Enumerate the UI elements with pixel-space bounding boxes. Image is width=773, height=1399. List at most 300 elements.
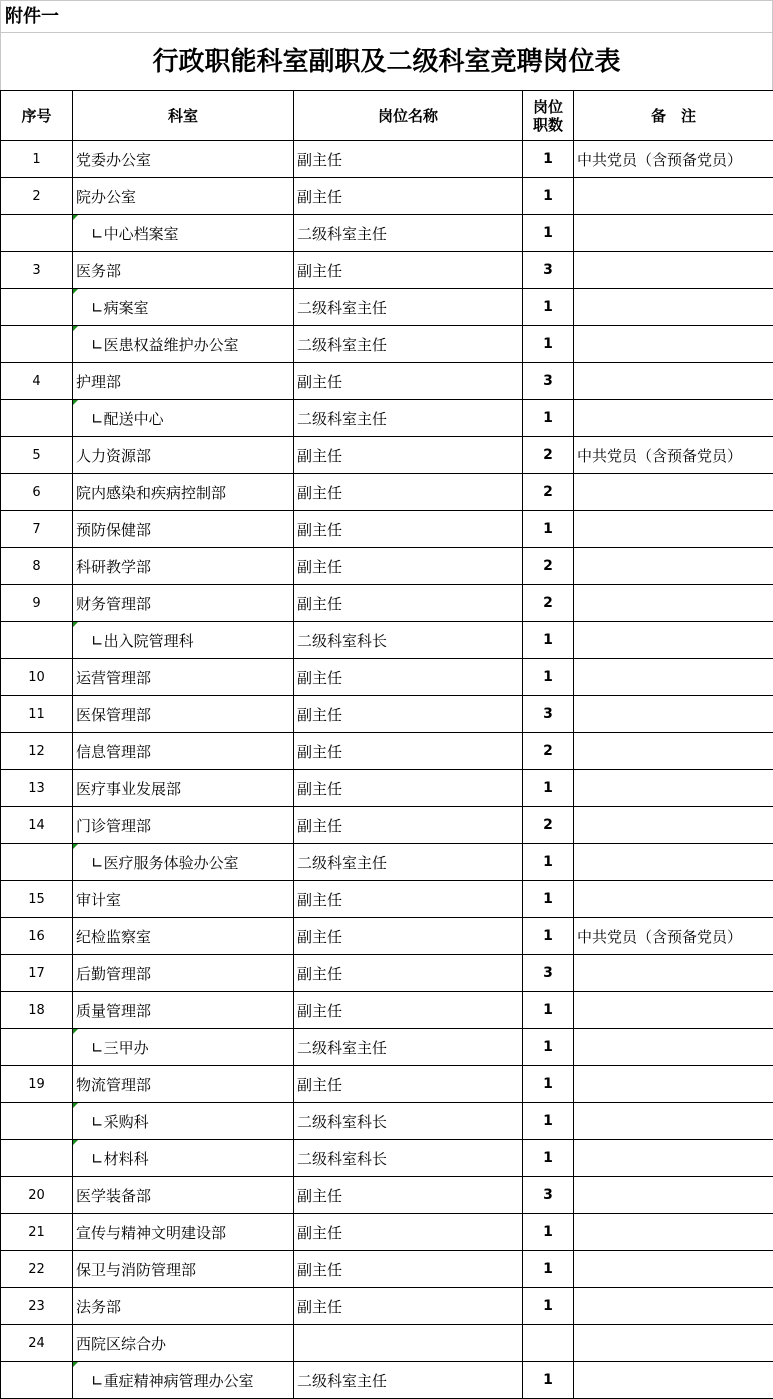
count-cell-text: 1	[543, 336, 553, 352]
count-cell-text: 1	[543, 1039, 553, 1055]
row-number	[1, 1325, 73, 1362]
count-cell-text: 1	[543, 1113, 553, 1129]
note-cell	[574, 1251, 773, 1288]
row-number	[1, 1214, 73, 1251]
dept-cell	[73, 548, 294, 585]
position-cell	[294, 178, 523, 215]
position-cell	[294, 918, 523, 955]
dept-cell	[73, 770, 294, 807]
count-cell-text: 1	[543, 151, 553, 167]
position-cell	[294, 770, 523, 807]
table-row	[1, 1288, 773, 1325]
note-cell	[574, 1288, 773, 1325]
count-cell	[523, 548, 574, 585]
table-row	[1, 474, 773, 511]
table-header-row	[1, 91, 773, 141]
dept-cell-text: 护理部	[76, 373, 121, 391]
row-number-text: 20	[28, 1188, 45, 1203]
dept-cell-text: 后勤管理部	[76, 965, 151, 983]
position-cell-text: 副主任	[297, 262, 342, 280]
position-cell	[294, 548, 523, 585]
note-cell	[574, 1214, 773, 1251]
dept-cell-text: 医保管理部	[76, 706, 151, 724]
table-row	[1, 992, 773, 1029]
header-dept: 科室	[73, 91, 294, 141]
position-cell-text: 二级科室主任	[297, 225, 387, 243]
count-cell-text: 3	[543, 965, 553, 981]
position-cell-text: 二级科室主任	[297, 1039, 387, 1057]
position-cell	[294, 733, 523, 770]
position-cell-text: 二级科室主任	[297, 410, 387, 428]
position-cell	[294, 881, 523, 918]
dept-cell	[73, 437, 294, 474]
row-number	[1, 1251, 73, 1288]
row-number	[1, 1140, 73, 1177]
row-number-text: 21	[28, 1225, 45, 1240]
count-cell	[523, 844, 574, 881]
cell-indicator-icon	[73, 844, 78, 849]
dept-cell-text: ∟三甲办	[91, 1039, 149, 1057]
count-cell	[523, 1251, 574, 1288]
dept-cell-text: 预防保健部	[76, 521, 151, 539]
dept-cell	[73, 1103, 294, 1140]
count-cell-text: 2	[543, 595, 553, 611]
note-cell	[574, 1029, 773, 1066]
dept-cell-text: 门诊管理部	[76, 817, 151, 835]
position-cell-text: 副主任	[297, 558, 342, 576]
position-cell-text: 副主任	[297, 669, 342, 687]
table-row	[1, 955, 773, 992]
row-number-text: 11	[28, 707, 45, 722]
position-cell	[294, 1029, 523, 1066]
position-cell	[294, 807, 523, 844]
count-cell	[523, 622, 574, 659]
dept-cell-text: 党委办公室	[76, 151, 151, 169]
table-row	[1, 437, 773, 474]
table-row	[1, 1362, 773, 1399]
table-row	[1, 696, 773, 733]
row-number-text: 10	[28, 670, 45, 685]
count-cell-text: 2	[543, 447, 553, 463]
row-number-text: 7	[32, 522, 40, 537]
position-cell-text: 副主任	[297, 521, 342, 539]
dept-cell-text: 医疗事业发展部	[76, 780, 181, 798]
position-cell	[294, 252, 523, 289]
row-number	[1, 918, 73, 955]
position-cell-text: 二级科室科长	[297, 1113, 387, 1131]
dept-cell	[73, 1362, 294, 1399]
note-cell	[574, 955, 773, 992]
header-count-line2: 职数	[533, 116, 563, 134]
position-cell	[294, 326, 523, 363]
dept-cell	[73, 178, 294, 215]
count-cell	[523, 1325, 574, 1362]
dept-cell	[73, 1066, 294, 1103]
row-number-text: 1	[32, 152, 40, 167]
position-cell-text: 副主任	[297, 965, 342, 983]
count-cell	[523, 400, 574, 437]
count-cell	[523, 659, 574, 696]
positions-table	[0, 90, 773, 1399]
table-row	[1, 548, 773, 585]
count-cell	[523, 289, 574, 326]
note-cell	[574, 141, 773, 178]
dept-cell-text: 财务管理部	[76, 595, 151, 613]
row-number	[1, 326, 73, 363]
dept-cell-text: 审计室	[76, 891, 121, 909]
dept-cell	[73, 1029, 294, 1066]
dept-cell-text: 保卫与消防管理部	[76, 1261, 196, 1279]
dept-cell	[73, 141, 294, 178]
position-cell	[294, 400, 523, 437]
count-cell	[523, 1140, 574, 1177]
count-cell	[523, 437, 574, 474]
position-cell-text: 副主任	[297, 484, 342, 502]
count-cell-text: 1	[543, 410, 553, 426]
position-cell	[294, 474, 523, 511]
position-cell-text: 副主任	[297, 891, 342, 909]
position-cell-text: 副主任	[297, 743, 342, 761]
count-cell	[523, 215, 574, 252]
table-row	[1, 1029, 773, 1066]
table-row	[1, 1066, 773, 1103]
count-cell-text: 1	[543, 188, 553, 204]
count-cell-text: 1	[543, 928, 553, 944]
dept-cell-text: 宣传与精神文明建设部	[76, 1224, 226, 1242]
dept-cell	[73, 289, 294, 326]
dept-cell-text: 院内感染和疾病控制部	[76, 484, 226, 502]
position-cell	[294, 844, 523, 881]
dept-cell-text: 医务部	[76, 262, 121, 280]
count-cell	[523, 696, 574, 733]
dept-cell-text: ∟医患权益维护办公室	[91, 336, 239, 354]
row-number	[1, 659, 73, 696]
dept-cell	[73, 807, 294, 844]
table-row	[1, 252, 773, 289]
row-number-text: 15	[28, 892, 45, 907]
dept-cell	[73, 1140, 294, 1177]
count-cell	[523, 585, 574, 622]
row-number	[1, 437, 73, 474]
note-cell	[574, 807, 773, 844]
table-row	[1, 733, 773, 770]
dept-cell	[73, 1214, 294, 1251]
dept-cell-text: 西院区综合办	[76, 1335, 166, 1353]
table-row	[1, 844, 773, 881]
row-number	[1, 807, 73, 844]
position-cell-text: 副主任	[297, 188, 342, 206]
table-row	[1, 141, 773, 178]
cell-indicator-icon	[73, 289, 78, 294]
note-cell	[574, 215, 773, 252]
dept-cell	[73, 215, 294, 252]
count-cell	[523, 955, 574, 992]
dept-cell-text: 医学装备部	[76, 1187, 151, 1205]
dept-cell	[73, 1251, 294, 1288]
position-cell-text: 副主任	[297, 595, 342, 613]
dept-cell	[73, 733, 294, 770]
cell-indicator-icon	[73, 622, 78, 627]
count-cell-text: 1	[543, 1261, 553, 1277]
note-cell	[574, 1103, 773, 1140]
note-cell	[574, 1140, 773, 1177]
row-number	[1, 141, 73, 178]
position-cell-text: 二级科室主任	[297, 299, 387, 317]
count-cell	[523, 918, 574, 955]
note-cell	[574, 1325, 773, 1362]
header-count	[523, 91, 574, 141]
table-row	[1, 178, 773, 215]
note-cell	[574, 511, 773, 548]
note-cell	[574, 881, 773, 918]
table-row	[1, 326, 773, 363]
dept-cell	[73, 511, 294, 548]
count-cell-text: 1	[543, 854, 553, 870]
note-cell	[574, 178, 773, 215]
count-cell	[523, 1066, 574, 1103]
row-number-text: 9	[32, 596, 40, 611]
note-cell	[574, 548, 773, 585]
row-number-text: 12	[28, 744, 45, 759]
dept-cell-text: ∟出入院管理科	[91, 632, 194, 650]
dept-cell	[73, 955, 294, 992]
count-cell	[523, 1177, 574, 1214]
row-number	[1, 548, 73, 585]
position-cell	[294, 215, 523, 252]
row-number-text: 18	[28, 1003, 45, 1018]
count-cell-text: 1	[543, 780, 553, 796]
row-number-text: 3	[32, 263, 40, 278]
count-cell-text: 1	[543, 1076, 553, 1092]
row-number	[1, 400, 73, 437]
position-cell-text: 二级科室主任	[297, 1372, 387, 1390]
position-cell	[294, 1214, 523, 1251]
position-cell	[294, 289, 523, 326]
position-cell-text: 副主任	[297, 1298, 342, 1316]
count-cell-text: 1	[543, 1002, 553, 1018]
row-number	[1, 696, 73, 733]
count-cell	[523, 511, 574, 548]
dept-cell	[73, 622, 294, 659]
row-number-text: 22	[28, 1262, 45, 1277]
note-cell	[574, 622, 773, 659]
dept-cell-text: ∟病案室	[91, 299, 149, 317]
note-cell	[574, 696, 773, 733]
row-number-text: 16	[28, 929, 45, 944]
position-cell-text: 副主任	[297, 1187, 342, 1205]
count-cell	[523, 807, 574, 844]
position-cell-text: 二级科室主任	[297, 854, 387, 872]
header-count-line1: 岗位	[533, 98, 563, 116]
position-cell-text: 副主任	[297, 928, 342, 946]
table-row	[1, 1214, 773, 1251]
note-cell	[574, 326, 773, 363]
dept-cell-text: 院办公室	[76, 188, 136, 206]
table-row	[1, 622, 773, 659]
note-cell	[574, 733, 773, 770]
row-number-text: 24	[28, 1336, 45, 1351]
position-cell	[294, 363, 523, 400]
position-cell	[294, 955, 523, 992]
count-cell	[523, 1214, 574, 1251]
position-cell	[294, 1103, 523, 1140]
count-cell	[523, 474, 574, 511]
position-cell-text: 副主任	[297, 706, 342, 724]
dept-cell-text: 信息管理部	[76, 743, 151, 761]
row-number	[1, 511, 73, 548]
header-no: 序号	[1, 91, 73, 141]
row-number-text: 14	[28, 818, 45, 833]
page-title: 行政职能科室副职及二级科室竞聘岗位表	[0, 32, 773, 90]
position-cell	[294, 511, 523, 548]
dept-cell	[73, 326, 294, 363]
row-number	[1, 363, 73, 400]
table-row	[1, 918, 773, 955]
count-cell	[523, 881, 574, 918]
dept-cell-text: 人力资源部	[76, 447, 151, 465]
row-number-text: 4	[32, 374, 40, 389]
note-cell	[574, 1177, 773, 1214]
cell-indicator-icon	[73, 1140, 78, 1145]
note-cell-text: 中共党员（含预备党员）	[577, 151, 742, 169]
dept-cell	[73, 474, 294, 511]
count-cell	[523, 178, 574, 215]
dept-cell-text: ∟中心档案室	[91, 225, 179, 243]
row-number	[1, 770, 73, 807]
attachment-label: 附件一	[0, 0, 773, 32]
note-cell	[574, 289, 773, 326]
position-cell	[294, 696, 523, 733]
dept-cell	[73, 881, 294, 918]
dept-cell	[73, 400, 294, 437]
row-number	[1, 1066, 73, 1103]
note-cell	[574, 918, 773, 955]
row-number	[1, 1103, 73, 1140]
header-note: 备 注	[574, 91, 773, 141]
count-cell	[523, 1362, 574, 1399]
dept-cell-text: 纪检监察室	[76, 928, 151, 946]
row-number	[1, 178, 73, 215]
row-number-text: 5	[32, 448, 40, 463]
table-row	[1, 1103, 773, 1140]
note-cell	[574, 252, 773, 289]
count-cell-text: 3	[543, 373, 553, 389]
note-cell	[574, 400, 773, 437]
dept-cell-text: ∟配送中心	[91, 410, 164, 428]
position-cell	[294, 1251, 523, 1288]
count-cell-text: 1	[543, 1372, 553, 1388]
table-row	[1, 289, 773, 326]
row-number	[1, 844, 73, 881]
row-number	[1, 289, 73, 326]
row-number	[1, 474, 73, 511]
dept-cell-text: 科研教学部	[76, 558, 151, 576]
table-row	[1, 659, 773, 696]
row-number-text: 8	[32, 559, 40, 574]
note-cell	[574, 770, 773, 807]
count-cell-text: 2	[543, 484, 553, 500]
row-number	[1, 881, 73, 918]
note-cell-text: 中共党员（含预备党员）	[577, 928, 742, 946]
row-number-text: 23	[28, 1299, 45, 1314]
dept-cell-text: 质量管理部	[76, 1002, 151, 1020]
count-cell-text: 1	[543, 891, 553, 907]
note-cell	[574, 363, 773, 400]
count-cell-text: 2	[543, 743, 553, 759]
note-cell-text: 中共党员（含预备党员）	[577, 447, 742, 465]
row-number	[1, 252, 73, 289]
note-cell	[574, 1362, 773, 1399]
dept-cell	[73, 1177, 294, 1214]
row-number	[1, 215, 73, 252]
dept-cell	[73, 1325, 294, 1362]
cell-indicator-icon	[73, 326, 78, 331]
count-cell	[523, 1029, 574, 1066]
count-cell-text: 2	[543, 817, 553, 833]
table-row	[1, 400, 773, 437]
count-cell	[523, 252, 574, 289]
position-cell	[294, 1288, 523, 1325]
table-row	[1, 807, 773, 844]
dept-cell	[73, 844, 294, 881]
count-cell-text: 1	[543, 632, 553, 648]
row-number-text: 17	[28, 966, 45, 981]
count-cell	[523, 992, 574, 1029]
table-row	[1, 1140, 773, 1177]
dept-cell-text: ∟材料科	[91, 1150, 149, 1168]
dept-cell	[73, 992, 294, 1029]
position-cell	[294, 1177, 523, 1214]
table-row	[1, 1177, 773, 1214]
count-cell-text: 3	[543, 1187, 553, 1203]
position-cell	[294, 1140, 523, 1177]
row-number	[1, 955, 73, 992]
count-cell-text: 3	[543, 262, 553, 278]
note-cell	[574, 659, 773, 696]
table-row	[1, 1325, 773, 1362]
row-number-text: 13	[28, 781, 45, 796]
position-cell	[294, 1362, 523, 1399]
table-row	[1, 585, 773, 622]
count-cell-text: 1	[543, 1224, 553, 1240]
dept-cell-text: 法务部	[76, 1298, 121, 1316]
dept-cell-text: ∟采购科	[91, 1113, 149, 1131]
position-cell	[294, 141, 523, 178]
row-number	[1, 1288, 73, 1325]
dept-cell	[73, 363, 294, 400]
table-body	[1, 141, 773, 1399]
row-number-text: 19	[28, 1077, 45, 1092]
cell-indicator-icon	[73, 1029, 78, 1034]
cell-indicator-icon	[73, 215, 78, 220]
position-cell	[294, 437, 523, 474]
position-cell-text: 二级科室科长	[297, 1150, 387, 1168]
note-cell	[574, 1066, 773, 1103]
dept-cell	[73, 659, 294, 696]
count-cell-text: 1	[543, 225, 553, 241]
row-number	[1, 1362, 73, 1399]
row-number-text: 6	[32, 485, 40, 500]
row-number	[1, 1029, 73, 1066]
table-row	[1, 881, 773, 918]
position-cell-text: 副主任	[297, 1261, 342, 1279]
table-row	[1, 215, 773, 252]
note-cell	[574, 992, 773, 1029]
count-cell	[523, 770, 574, 807]
count-cell	[523, 1103, 574, 1140]
position-cell	[294, 622, 523, 659]
dept-cell-text: 运营管理部	[76, 669, 151, 687]
